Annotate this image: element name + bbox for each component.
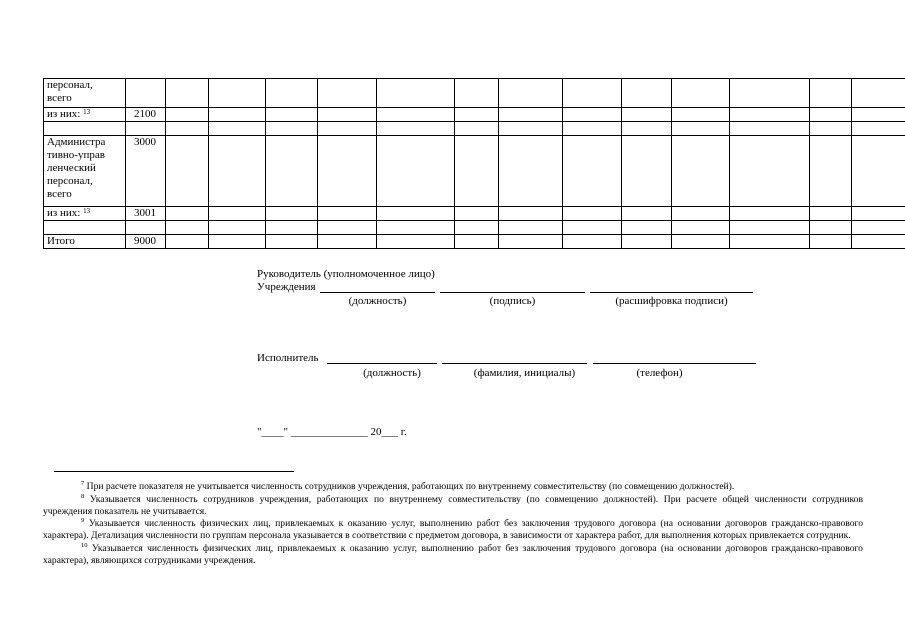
row-label-line: из них: [47,207,81,219]
head-decoding-blank[interactable] [590,292,753,293]
data-cell[interactable] [377,207,455,221]
exec-caption-phone: (телефон) [636,367,683,379]
footnote [43,494,863,518]
data-cell[interactable] [563,207,622,221]
data-cell[interactable] [377,122,455,136]
data-cell[interactable] [730,207,810,221]
data-cell[interactable] [377,108,455,122]
row-code-cell [126,221,166,235]
head-title-line2: Учреждения [257,281,316,293]
row-label-line: Администра [47,136,106,148]
head-caption-position: (должность) [348,295,407,307]
data-cell[interactable] [318,235,377,249]
row-label-line: из них: [47,108,81,120]
staff-table [43,78,905,249]
row-code-cell: 2100 [126,108,166,122]
exec-position-blank[interactable] [327,363,437,364]
footnote [43,481,863,493]
table-row [44,207,905,221]
data-cell[interactable] [852,136,905,207]
table-row [44,235,905,249]
data-cell[interactable] [499,207,563,221]
data-cell[interactable] [166,108,209,122]
data-cell[interactable] [563,108,622,122]
exec-phone-blank[interactable] [593,363,756,364]
row-label-cell [44,136,126,207]
footnote-separator [54,471,294,472]
data-cell[interactable] [209,235,266,249]
data-cell[interactable] [499,136,563,207]
footnote-number: 8 [81,492,85,500]
data-cell[interactable] [318,79,377,108]
row-code-cell: 3000 [126,136,166,207]
footnote-text: Указывается численность физических лиц, привлекаемых к оказанию услуг, выполнению работ без заключения трудового договора (на основании договоров гражданско-правового характера), являющихся сотрудниками учреждения. [43,542,863,566]
data-cell[interactable] [730,136,810,207]
data-cell[interactable] [810,207,852,221]
exec-name-blank[interactable] [442,363,587,364]
data-cell[interactable] [499,221,563,235]
data-cell[interactable] [622,122,672,136]
table-row [44,79,905,108]
data-cell[interactable] [852,108,905,122]
data-cell[interactable] [622,207,672,221]
data-cell[interactable] [455,122,499,136]
data-cell[interactable] [266,221,318,235]
exec-caption-name: (фамилия, инициалы) [473,367,576,379]
row-label-cell [44,122,126,136]
data-cell[interactable] [209,136,266,207]
data-cell[interactable] [209,207,266,221]
table-row [44,122,905,136]
data-cell[interactable] [730,108,810,122]
data-cell[interactable] [166,79,209,108]
data-cell[interactable] [622,79,672,108]
footnote-text: При расчете показателя не учитывается численность сотрудников учреждения, работающих по внутреннему совместительству (по совмещению должностей). [86,481,735,492]
data-cell[interactable] [209,122,266,136]
row-label-cell [44,108,126,122]
data-cell[interactable] [672,79,730,108]
data-cell[interactable] [730,221,810,235]
data-cell[interactable] [622,108,672,122]
table-row [44,136,905,207]
data-cell[interactable] [499,235,563,249]
data-cell[interactable] [730,235,810,249]
data-cell[interactable] [563,136,622,207]
head-signature-blank[interactable] [440,292,585,293]
data-cell[interactable] [810,122,852,136]
data-cell[interactable] [672,221,730,235]
data-cell[interactable] [852,122,905,136]
footnote-number: 9 [81,517,85,525]
data-cell[interactable] [455,79,499,108]
row-code-cell [126,122,166,136]
footnote-number: 7 [81,480,85,487]
data-cell[interactable] [266,108,318,122]
data-cell[interactable] [318,207,377,221]
head-caption-decoding: (расшифровка подписи) [615,295,728,307]
data-cell[interactable] [266,207,318,221]
data-cell[interactable] [455,235,499,249]
data-cell[interactable] [672,122,730,136]
footnote-ref: 13 [83,207,91,215]
data-cell[interactable] [455,207,499,221]
row-label-line: ленческий [47,162,96,174]
data-cell[interactable] [563,79,622,108]
executor-label: Исполнитель [257,352,319,364]
data-cell[interactable] [318,136,377,207]
data-cell[interactable] [499,79,563,108]
row-label-line: персонал, [47,175,93,187]
data-cell[interactable] [852,79,905,108]
data-cell[interactable] [377,221,455,235]
data-cell[interactable] [810,79,852,108]
data-cell[interactable] [622,136,672,207]
row-code-cell: 9000 [126,235,166,249]
data-cell[interactable] [622,221,672,235]
footnote [43,518,863,542]
data-cell[interactable] [499,108,563,122]
head-position-blank[interactable] [320,292,435,293]
exec-caption-position: (должность) [363,367,421,379]
data-cell[interactable] [852,235,905,249]
data-cell[interactable] [166,221,209,235]
data-cell[interactable] [318,221,377,235]
data-cell[interactable] [730,79,810,108]
row-label-cell [44,79,126,108]
table-row [44,221,905,235]
date-line[interactable]: "____" ______________ 20___ г. [257,426,407,438]
footnote-text: Указывается численность физических лиц, привлекаемых к оказанию услуг, выполнению работ без заключения трудового договора (на основании договоров гражданско-правового характера). Детализация численности по группам персонала указывается в соответствии с предметом договора, в зависимости от характера работ, для выполнения которых привлекается сотрудник. [43,518,863,542]
head-title-line1: Руководитель (уполномоченное лицо) [257,268,435,280]
data-cell[interactable] [810,235,852,249]
data-cell[interactable] [455,136,499,207]
data-cell[interactable] [563,235,622,249]
data-cell[interactable] [266,122,318,136]
data-cell[interactable] [318,108,377,122]
row-code-cell [126,79,166,108]
data-cell[interactable] [672,235,730,249]
data-cell[interactable] [852,221,905,235]
data-cell[interactable] [455,108,499,122]
row-label-line: Итого [47,235,75,247]
data-cell[interactable] [563,221,622,235]
row-label-line: персонал, [47,79,93,91]
data-cell[interactable] [166,122,209,136]
footnotes [43,481,863,568]
footnote [43,543,863,567]
data-cell[interactable] [499,122,563,136]
data-cell[interactable] [377,79,455,108]
data-cell[interactable] [672,136,730,207]
data-cell[interactable] [266,136,318,207]
data-cell[interactable] [810,221,852,235]
data-cell[interactable] [266,235,318,249]
row-label-cell [44,207,126,221]
row-label-cell [44,221,126,235]
head-caption-signature: (подпись) [489,295,536,307]
data-cell[interactable] [563,122,622,136]
row-label-cell [44,235,126,249]
row-code-cell: 3001 [126,207,166,221]
data-cell[interactable] [377,136,455,207]
footnote-ref: 13 [83,108,91,116]
row-label-line: всего [47,188,72,200]
data-cell[interactable] [672,108,730,122]
table-row [44,108,905,122]
data-cell[interactable] [318,122,377,136]
data-cell[interactable] [672,207,730,221]
data-cell[interactable] [377,235,455,249]
footnote-number: 10 [81,541,88,549]
data-cell[interactable] [209,108,266,122]
footnote-text: Указывается численность сотрудников учреждения, работающих по внутреннему совместительству (по совмещению должностей). При расчете общей численности сотрудников учреждения показатель не учитывается. [43,493,863,517]
data-cell[interactable] [209,79,266,108]
data-cell[interactable] [266,79,318,108]
data-cell[interactable] [622,235,672,249]
data-cell[interactable] [810,136,852,207]
row-label-line: тивно-управ [47,149,105,161]
row-label-line: всего [47,92,72,104]
data-cell[interactable] [166,235,209,249]
data-cell[interactable] [810,108,852,122]
data-cell[interactable] [455,221,499,235]
table-body [44,79,905,249]
data-cell[interactable] [166,207,209,221]
data-cell[interactable] [730,122,810,136]
data-cell[interactable] [166,136,209,207]
data-cell[interactable] [209,221,266,235]
data-cell[interactable] [852,207,905,221]
